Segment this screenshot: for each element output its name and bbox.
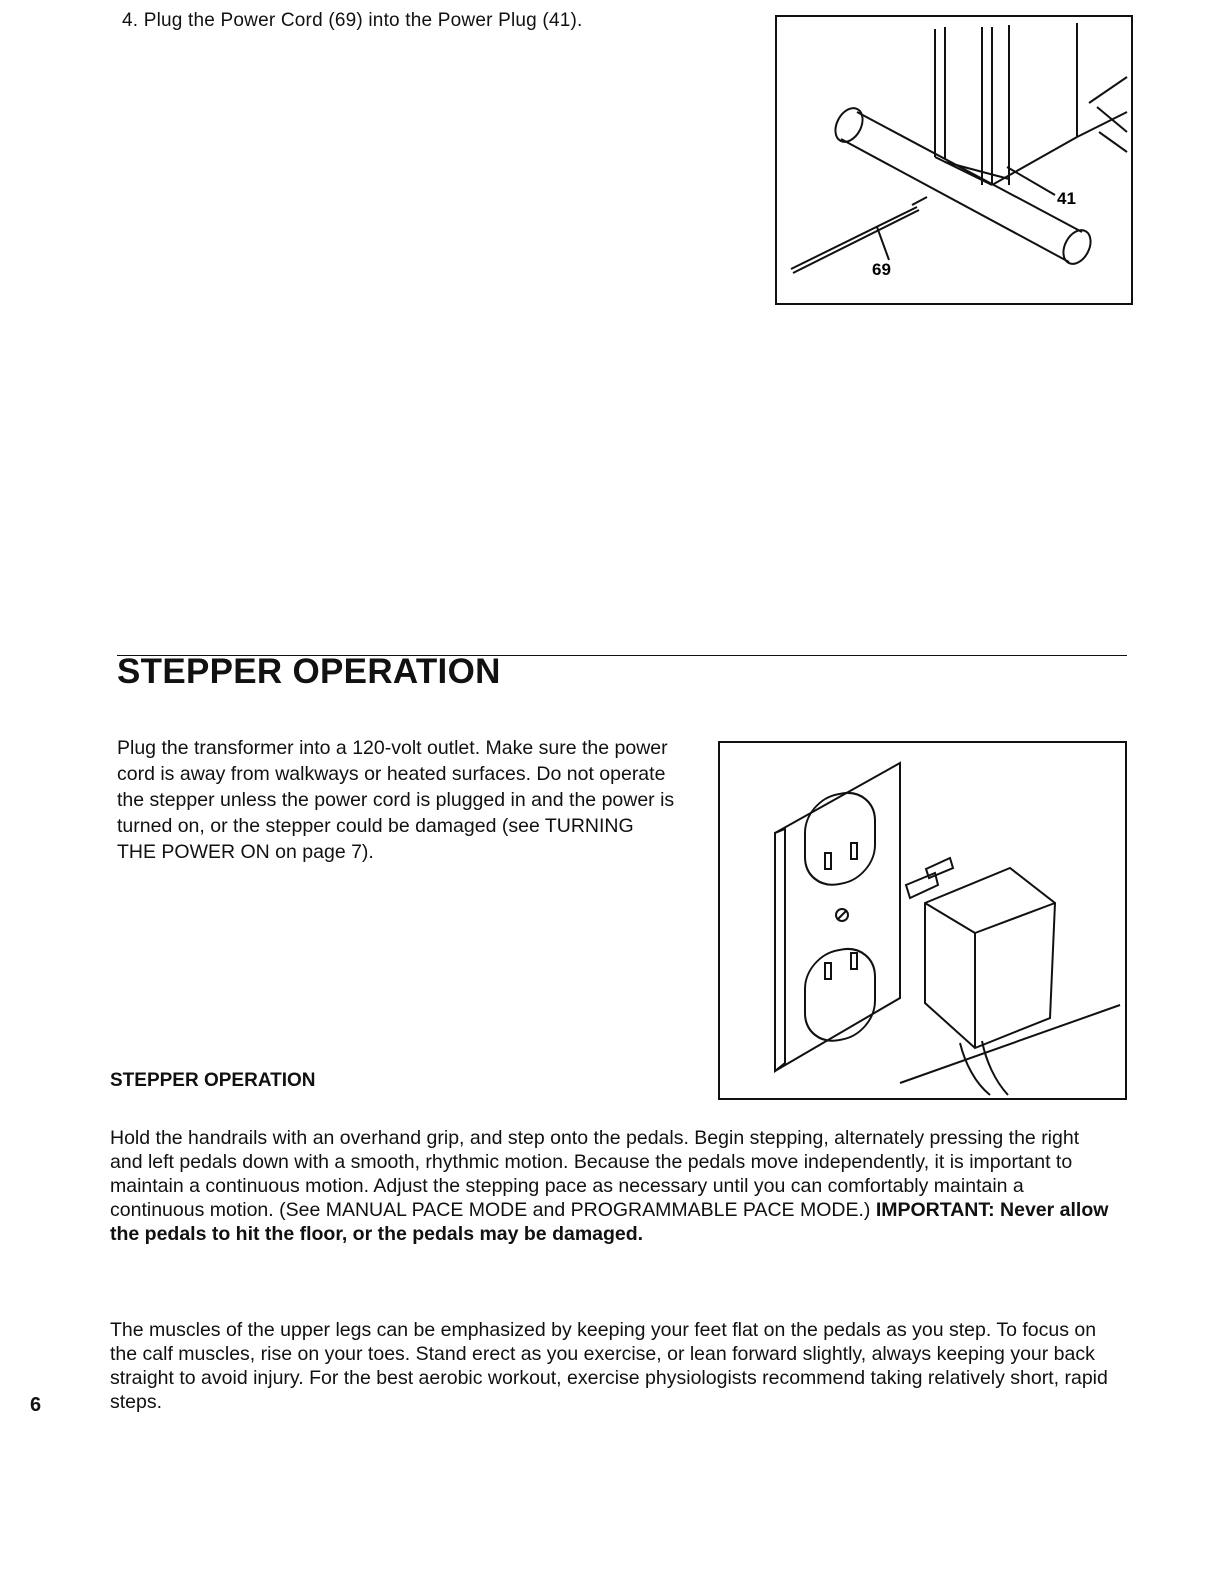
callout-41: 41 bbox=[1057, 189, 1076, 208]
subsection-heading: STEPPER OPERATION bbox=[110, 1070, 316, 1091]
power-plug-illustration bbox=[775, 15, 1133, 305]
stepping-instructions-paragraph bbox=[110, 1126, 1110, 1246]
assembly-step-4: 4. Plug the Power Cord (69) into the Power Plug (41). bbox=[122, 10, 583, 31]
power-plug-drawing bbox=[777, 17, 1131, 303]
intro-paragraph: Plug the transformer into a 120-volt outlet. Make sure the power cord is away from walkways or heated surfaces. Do not operate the stepper unless the power cord is plugged in and the power is turned on, or the stepper could be damaged (see TURNING THE POWER ON on page 7). bbox=[117, 737, 675, 863]
outlet-drawing bbox=[720, 743, 1125, 1098]
outlet-transformer-illustration bbox=[718, 741, 1127, 1100]
important-warning: IMPORTANT: Never allow the pedals to hit the floor, or the pedals may be damaged. bbox=[110, 1199, 1109, 1245]
muscle-emphasis-paragraph: The muscles of the upper legs can be emphasized by keeping your feet flat on the pedals as you step. To focus on the calf muscles, rise on your toes. Stand erect as you exercise, or lean forward slightly, always keeping your back straight to avoid injury. For the best aerobic workout, exercise physiologists recommend taking relatively short, rapid steps. bbox=[110, 1319, 1108, 1413]
callout-69: 69 bbox=[872, 260, 891, 279]
section-title: STEPPER OPERATION bbox=[117, 652, 501, 691]
page-number: 6 bbox=[30, 1394, 42, 1416]
stepping-instructions-text: Hold the handrails with an overhand grip, and step onto the pedals. Begin stepping, alternately pressing the right and left pedals down with a smooth, rhythmic motion. Because the pedals move independently, it is important to maintain a continuous motion. Adjust the stepping pace as necessary until you can comfortably maintain a continuous motion. (See MANUAL PACE MODE and PROGRAMMABLE PACE MODE.) bbox=[110, 1127, 1080, 1221]
